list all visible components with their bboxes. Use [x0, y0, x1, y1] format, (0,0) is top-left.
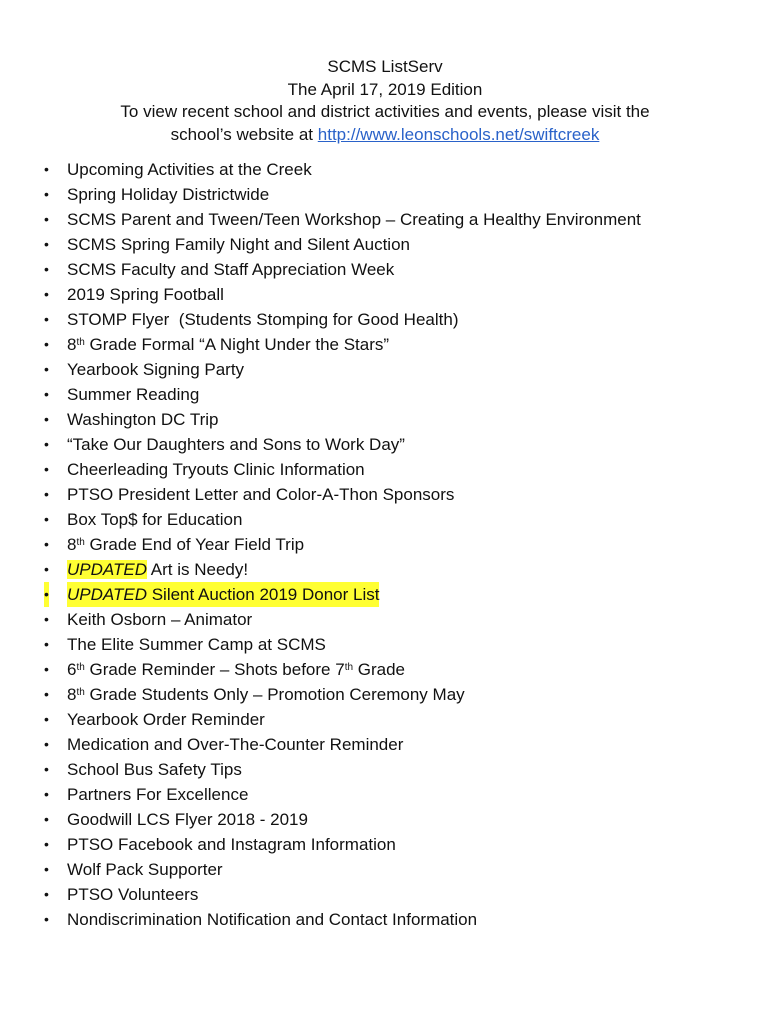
list-item: [0, 607, 770, 632]
bullet-icon: •: [44, 286, 49, 302]
list-item: [0, 507, 770, 532]
updated-tag: UPDATED: [67, 585, 147, 604]
item-text: Spring Holiday Districtwide: [67, 185, 270, 204]
list-item: [0, 157, 770, 182]
item-text: [67, 657, 405, 682]
item-text: Keith Osborn – Animator: [67, 610, 253, 629]
list-item: [0, 182, 770, 207]
website-link[interactable]: http://www.leonschools.net/swiftcreek: [317, 124, 600, 144]
bullet-icon: •: [44, 336, 49, 352]
ordinal-suffix: th: [76, 662, 85, 674]
item-text: Wolf Pack Supporter: [67, 860, 223, 879]
item-text: PTSO President Letter and Color-A-Thon Sponsors: [67, 485, 455, 504]
list-item: [0, 782, 770, 807]
item-text: Partners For Excellence: [67, 785, 249, 804]
item-rest: Grade Students Only – Promotion Ceremony May: [84, 685, 465, 704]
grade-number: 8: [67, 685, 77, 704]
grade-number: 8: [67, 535, 77, 554]
list-item: [0, 882, 770, 907]
list-item: [0, 282, 770, 307]
website-line: [0, 124, 770, 147]
intro-text: To view recent school and district activities and events, please visit the: [120, 102, 650, 121]
bullet-icon: •: [44, 536, 49, 552]
ordinal-suffix: th: [344, 662, 354, 674]
item-text: SCMS Parent and Tween/Teen Workshop – Creating a Healthy Environment: [67, 210, 641, 229]
item-text: The Elite Summer Camp at SCMS: [67, 635, 326, 654]
bullet-icon: •: [44, 436, 49, 452]
list-item: [0, 832, 770, 857]
item-rest: Silent Auction 2019 Donor List: [146, 585, 380, 604]
list-item-highlighted: [0, 582, 770, 607]
list-item: [0, 482, 770, 507]
item-mid: Grade Reminder – Shots before 7: [84, 660, 345, 679]
item-text: [67, 557, 248, 582]
bullet-icon: •: [44, 311, 49, 327]
list-item: [0, 332, 770, 357]
bullet-icon: •: [44, 461, 49, 477]
item-text: SCMS Spring Family Night and Silent Auction: [67, 235, 410, 254]
topics-list: [0, 157, 770, 932]
item-text: Goodwill LCS Flyer 2018 - 2019: [67, 810, 308, 829]
item-text: Medication and Over-The-Counter Reminder: [67, 735, 404, 754]
list-item: [0, 907, 770, 932]
ordinal-suffix: th: [76, 687, 85, 699]
bullet-icon: •: [44, 811, 49, 827]
bullet-icon: •: [44, 561, 49, 577]
list-item: [0, 432, 770, 457]
item-text: STOMP Flyer (Students Stomping for Good Health): [67, 310, 459, 329]
item-text: 2019 Spring Football: [67, 285, 224, 304]
grade-number: 8: [67, 335, 77, 354]
bullet-icon: •: [44, 886, 49, 902]
bullet-icon: •: [44, 236, 49, 252]
item-rest: Grade Formal “A Night Under the Stars”: [84, 335, 390, 354]
list-item: [0, 532, 770, 557]
item-text: PTSO Facebook and Instagram Information: [67, 835, 396, 854]
item-text: [67, 332, 389, 357]
item-text: [67, 582, 379, 607]
item-text: Yearbook Signing Party: [67, 360, 245, 379]
item-text: PTSO Volunteers: [67, 885, 199, 904]
bullet-icon: •: [44, 711, 49, 727]
list-item: [0, 707, 770, 732]
bullet-icon: •: [44, 861, 49, 877]
item-rest: Grade: [353, 660, 406, 679]
item-text: Summer Reading: [67, 385, 200, 404]
bullet-icon: •: [44, 761, 49, 777]
bullet-icon: •: [44, 161, 49, 177]
item-text: Box Top$ for Education: [67, 510, 243, 529]
list-item: [0, 382, 770, 407]
bullet-icon: •: [44, 686, 49, 702]
list-item: [0, 457, 770, 482]
document-header: [0, 56, 770, 146]
item-rest: Grade End of Year Field Trip: [84, 535, 305, 554]
updated-tag: UPDATED: [67, 560, 147, 579]
bullet-icon: •: [44, 511, 49, 527]
item-text: Upcoming Activities at the Creek: [67, 160, 312, 179]
item-text: Washington DC Trip: [67, 410, 219, 429]
bullet-icon: •: [44, 582, 49, 607]
item-text: “Take Our Daughters and Sons to Work Day”: [67, 435, 405, 454]
list-item: [0, 657, 770, 682]
list-item: [0, 557, 770, 582]
bullet-icon: •: [44, 386, 49, 402]
item-text: Cheerleading Tryouts Clinic Information: [67, 460, 365, 479]
bullet-icon: •: [44, 661, 49, 677]
bullet-icon: •: [44, 411, 49, 427]
newsletter-title: SCMS ListServ: [327, 57, 443, 76]
bullet-icon: •: [44, 836, 49, 852]
list-item: [0, 682, 770, 707]
list-item: [0, 807, 770, 832]
bullet-icon: •: [44, 211, 49, 227]
bullet-icon: •: [44, 361, 49, 377]
item-text: [67, 682, 465, 707]
bullet-icon: •: [44, 911, 49, 927]
list-item: [0, 257, 770, 282]
bullet-icon: •: [44, 486, 49, 502]
bullet-icon: •: [44, 261, 49, 277]
bullet-icon: •: [44, 736, 49, 752]
item-text: [67, 532, 304, 557]
list-item: [0, 232, 770, 257]
edition-date: The April 17, 2019 Edition: [287, 79, 483, 99]
list-item: [0, 632, 770, 657]
list-item: [0, 357, 770, 382]
list-item: [0, 757, 770, 782]
bullet-icon: •: [44, 636, 49, 652]
bullet-icon: •: [44, 611, 49, 627]
list-item: [0, 732, 770, 757]
grade-number: 6: [67, 660, 77, 679]
list-item: [0, 407, 770, 432]
list-item: [0, 207, 770, 232]
ordinal-suffix: th: [76, 537, 85, 549]
item-rest: Art is Needy!: [146, 560, 249, 579]
ordinal-suffix: th: [76, 337, 85, 349]
bullet-icon: •: [44, 186, 49, 202]
item-text: SCMS Faculty and Staff Appreciation Week: [67, 260, 395, 279]
list-item: [0, 307, 770, 332]
item-text: School Bus Safety Tips: [67, 760, 242, 779]
item-text: Nondiscrimination Notification and Contact Information: [67, 910, 478, 929]
item-text: Yearbook Order Reminder: [67, 710, 265, 729]
website-prefix: school’s website at: [170, 124, 314, 144]
bullet-icon: •: [44, 786, 49, 802]
list-item: [0, 857, 770, 882]
